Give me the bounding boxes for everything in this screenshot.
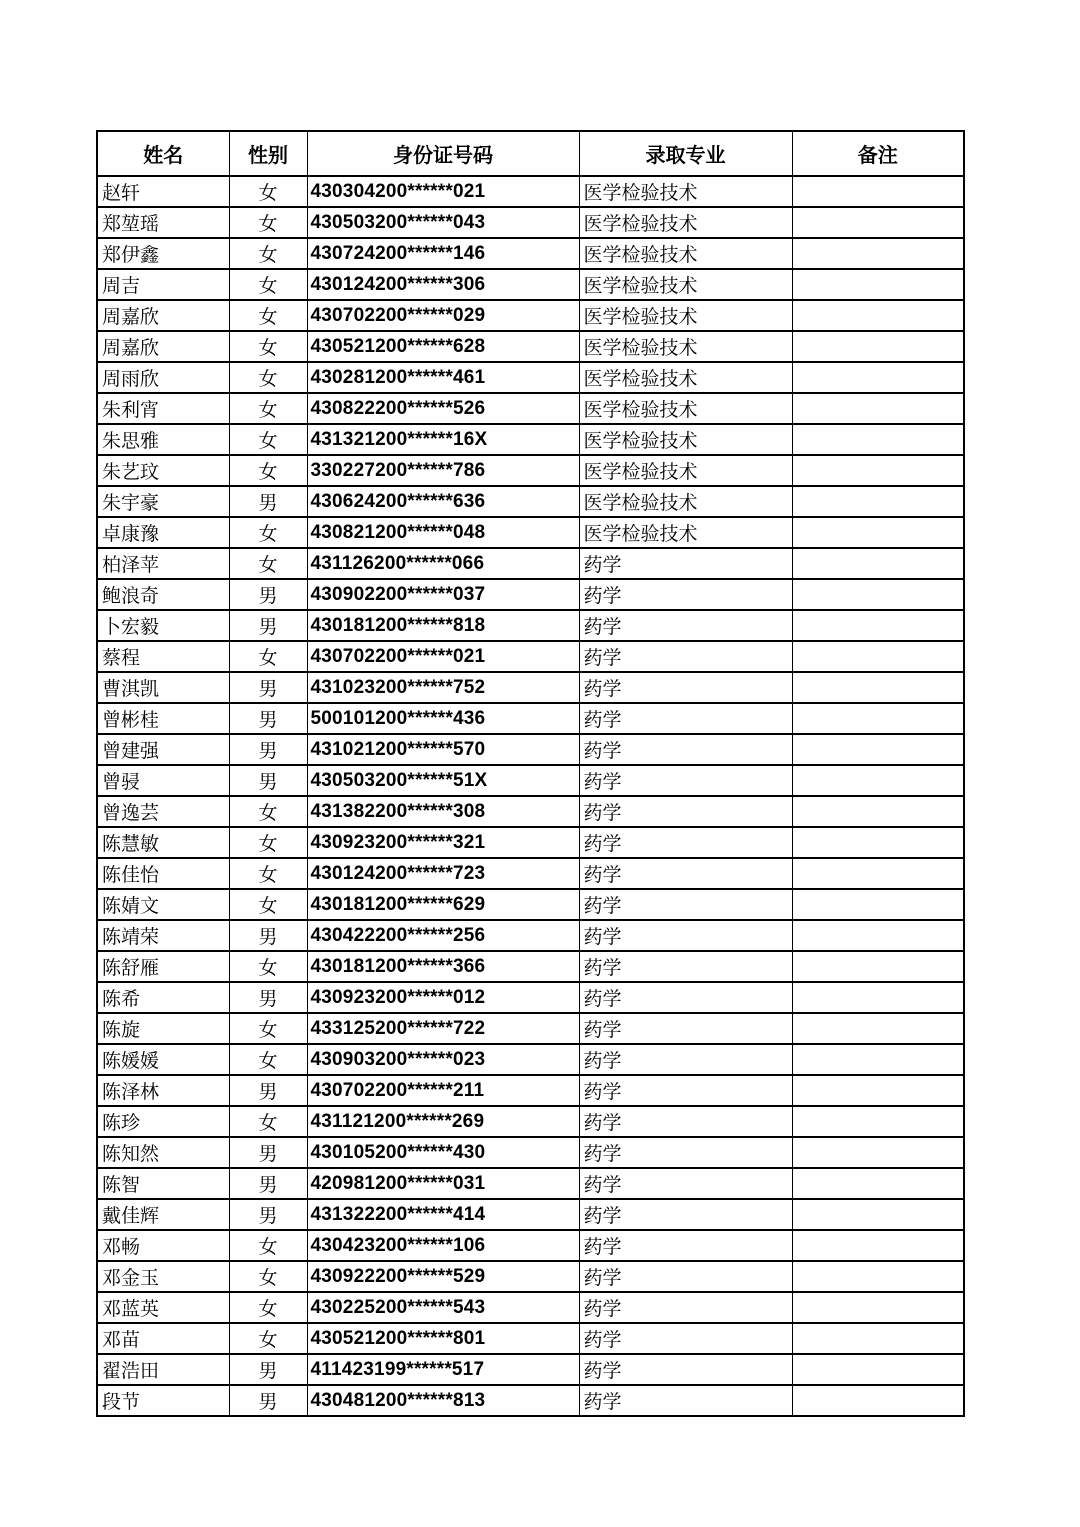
table-row [97,1385,964,1416]
cell-gender: 女 [229,424,307,455]
table-row [97,1261,964,1292]
cell-id: 430304200******021 [307,176,579,207]
table-row [97,858,964,889]
cell-id: 431126200******066 [307,548,579,579]
cell-note [792,238,964,269]
cell-id: 430702200******211 [307,1075,579,1106]
cell-note [792,1292,964,1323]
cell-gender: 女 [229,1230,307,1261]
cell-major: 药学 [579,1354,792,1385]
cell-note [792,1323,964,1354]
cell-gender: 女 [229,331,307,362]
cell-id: 500101200******436 [307,703,579,734]
cell-gender: 男 [229,1199,307,1230]
table-row [97,1230,964,1261]
cell-note [792,393,964,424]
table-row [97,1168,964,1199]
cell-id: 430124200******306 [307,269,579,300]
cell-name: 邓蓝英 [97,1292,229,1323]
cell-id: 430624200******636 [307,486,579,517]
cell-gender: 女 [229,1013,307,1044]
table-row [97,207,964,238]
cell-name: 曹淇凯 [97,672,229,703]
table-row [97,641,964,672]
cell-gender: 女 [229,393,307,424]
cell-gender: 男 [229,486,307,517]
cell-name: 周雨欣 [97,362,229,393]
cell-name: 柏泽苹 [97,548,229,579]
cell-major: 药学 [579,1230,792,1261]
cell-gender: 女 [229,951,307,982]
cell-gender: 女 [229,300,307,331]
cell-id: 430225200******543 [307,1292,579,1323]
cell-note [792,1013,964,1044]
cell-note [792,982,964,1013]
cell-note [792,1261,964,1292]
cell-name: 曾逸芸 [97,796,229,827]
cell-major: 医学检验技术 [579,517,792,548]
cell-gender: 男 [229,1385,307,1416]
table-row [97,238,964,269]
cell-major: 药学 [579,1385,792,1416]
cell-major: 药学 [579,641,792,672]
cell-name: 卓康豫 [97,517,229,548]
cell-gender: 男 [229,734,307,765]
table-row [97,1044,964,1075]
table-row [97,455,964,486]
cell-id: 430181200******629 [307,889,579,920]
table-row [97,672,964,703]
cell-note [792,1044,964,1075]
table-row [97,1137,964,1168]
cell-id: 430521200******801 [307,1323,579,1354]
cell-gender: 女 [229,858,307,889]
cell-gender: 女 [229,827,307,858]
cell-major: 药学 [579,1137,792,1168]
cell-name: 朱思雅 [97,424,229,455]
cell-id: 430903200******023 [307,1044,579,1075]
cell-name: 邓畅 [97,1230,229,1261]
cell-major: 医学检验技术 [579,331,792,362]
cell-note [792,951,964,982]
table-row [97,362,964,393]
cell-major: 医学检验技术 [579,238,792,269]
table-row [97,1013,964,1044]
cell-id: 430181200******818 [307,610,579,641]
table-row [97,424,964,455]
cell-name: 陈媛媛 [97,1044,229,1075]
cell-major: 药学 [579,1075,792,1106]
cell-name: 曾彬桂 [97,703,229,734]
cell-gender: 女 [229,517,307,548]
cell-gender: 男 [229,982,307,1013]
cell-gender: 女 [229,548,307,579]
cell-note [792,517,964,548]
cell-id: 430923200******012 [307,982,579,1013]
cell-gender: 男 [229,610,307,641]
cell-name: 陈婧文 [97,889,229,920]
cell-name: 朱利宵 [97,393,229,424]
cell-major: 药学 [579,734,792,765]
table-row [97,517,964,548]
cell-id: 430422200******256 [307,920,579,951]
cell-gender: 男 [229,579,307,610]
table-row [97,796,964,827]
cell-id: 430503200******51X [307,765,579,796]
cell-id: 430281200******461 [307,362,579,393]
cell-note [792,176,964,207]
cell-gender: 女 [229,889,307,920]
cell-gender: 女 [229,1323,307,1354]
cell-name: 邓苗 [97,1323,229,1354]
cell-id: 430702200******021 [307,641,579,672]
admission-table-container [96,130,963,1417]
table-row [97,734,964,765]
cell-id: 430822200******526 [307,393,579,424]
table-row [97,393,964,424]
cell-id: 411423199******517 [307,1354,579,1385]
cell-major: 医学检验技术 [579,362,792,393]
cell-gender: 男 [229,1354,307,1385]
table-row [97,176,964,207]
table-row [97,1292,964,1323]
cell-note [792,548,964,579]
cell-id: 430702200******029 [307,300,579,331]
cell-major: 药学 [579,1292,792,1323]
table-row [97,889,964,920]
cell-major: 药学 [579,982,792,1013]
cell-note [792,486,964,517]
cell-name: 曾骎 [97,765,229,796]
cell-gender: 女 [229,207,307,238]
cell-gender: 男 [229,765,307,796]
cell-name: 陈佳怡 [97,858,229,889]
cell-name: 卜宏毅 [97,610,229,641]
table-row [97,1354,964,1385]
cell-note [792,734,964,765]
cell-note [792,331,964,362]
cell-major: 医学检验技术 [579,269,792,300]
table-row [97,548,964,579]
cell-name: 陈舒雁 [97,951,229,982]
cell-gender: 男 [229,703,307,734]
cell-note [792,610,964,641]
table-row [97,610,964,641]
cell-name: 周嘉欣 [97,300,229,331]
cell-id: 431322200******414 [307,1199,579,1230]
cell-name: 戴佳辉 [97,1199,229,1230]
cell-id: 430902200******037 [307,579,579,610]
cell-major: 医学检验技术 [579,393,792,424]
cell-major: 药学 [579,579,792,610]
cell-note [792,579,964,610]
cell-id: 430521200******628 [307,331,579,362]
cell-note [792,1137,964,1168]
cell-major: 药学 [579,672,792,703]
cell-note [792,1168,964,1199]
cell-id: 431382200******308 [307,796,579,827]
cell-gender: 女 [229,641,307,672]
cell-gender: 男 [229,1075,307,1106]
cell-name: 陈希 [97,982,229,1013]
cell-major: 药学 [579,1261,792,1292]
cell-name: 鲍浪奇 [97,579,229,610]
cell-note [792,424,964,455]
cell-name: 陈旋 [97,1013,229,1044]
cell-note [792,796,964,827]
table-row [97,920,964,951]
cell-name: 朱艺玟 [97,455,229,486]
cell-gender: 男 [229,920,307,951]
cell-major: 医学检验技术 [579,424,792,455]
cell-name: 陈靖荣 [97,920,229,951]
cell-major: 药学 [579,548,792,579]
header-name: 姓名 [97,131,229,176]
cell-note [792,1075,964,1106]
cell-note [792,300,964,331]
cell-id: 431121200******269 [307,1106,579,1137]
table-row [97,827,964,858]
cell-id: 430181200******366 [307,951,579,982]
cell-major: 医学检验技术 [579,176,792,207]
cell-gender: 男 [229,1137,307,1168]
cell-id: 430821200******048 [307,517,579,548]
cell-major: 药学 [579,1199,792,1230]
cell-name: 陈智 [97,1168,229,1199]
cell-note [792,889,964,920]
cell-note [792,703,964,734]
cell-name: 邓金玉 [97,1261,229,1292]
cell-name: 朱宇豪 [97,486,229,517]
cell-name: 周吉 [97,269,229,300]
table-row [97,765,964,796]
cell-gender: 女 [229,269,307,300]
table-row [97,269,964,300]
cell-note [792,1354,964,1385]
cell-note [792,858,964,889]
table-header [97,131,964,176]
table-row [97,331,964,362]
cell-id: 431321200******16X [307,424,579,455]
table-row [97,703,964,734]
cell-name: 陈慧敏 [97,827,229,858]
cell-major: 医学检验技术 [579,455,792,486]
cell-note [792,362,964,393]
cell-name: 郑伊鑫 [97,238,229,269]
cell-major: 药学 [579,1323,792,1354]
cell-major: 药学 [579,703,792,734]
cell-major: 药学 [579,827,792,858]
cell-major: 药学 [579,796,792,827]
cell-major: 医学检验技术 [579,300,792,331]
cell-name: 蔡程 [97,641,229,672]
header-note: 备注 [792,131,964,176]
cell-note [792,641,964,672]
table-body [97,176,964,1416]
cell-note [792,1385,964,1416]
cell-name: 陈泽林 [97,1075,229,1106]
cell-major: 药学 [579,951,792,982]
cell-major: 药学 [579,765,792,796]
cell-name: 陈珍 [97,1106,229,1137]
cell-gender: 女 [229,455,307,486]
cell-id: 430124200******723 [307,858,579,889]
table-row [97,300,964,331]
cell-gender: 女 [229,796,307,827]
cell-id: 430423200******106 [307,1230,579,1261]
table-row [97,579,964,610]
cell-id: 431023200******752 [307,672,579,703]
table-row [97,486,964,517]
table-row [97,1199,964,1230]
cell-gender: 女 [229,1044,307,1075]
cell-major: 药学 [579,889,792,920]
cell-gender: 男 [229,672,307,703]
header-row [97,131,964,176]
cell-gender: 女 [229,1292,307,1323]
table-row [97,951,964,982]
cell-note [792,672,964,703]
cell-note [792,827,964,858]
cell-gender: 女 [229,1106,307,1137]
admission-roster-table [96,130,965,1417]
cell-major: 医学检验技术 [579,486,792,517]
cell-major: 药学 [579,610,792,641]
cell-id: 430503200******043 [307,207,579,238]
cell-name: 赵轩 [97,176,229,207]
cell-note [792,765,964,796]
cell-id: 420981200******031 [307,1168,579,1199]
header-gender: 性别 [229,131,307,176]
cell-name: 曾建强 [97,734,229,765]
cell-note [792,1106,964,1137]
cell-id: 430922200******529 [307,1261,579,1292]
cell-note [792,1230,964,1261]
cell-major: 药学 [579,1013,792,1044]
cell-gender: 女 [229,238,307,269]
cell-gender: 女 [229,362,307,393]
cell-gender: 女 [229,1261,307,1292]
cell-gender: 女 [229,176,307,207]
cell-name: 郑堃瑶 [97,207,229,238]
cell-major: 药学 [579,858,792,889]
table-row [97,982,964,1013]
cell-id: 330227200******786 [307,455,579,486]
cell-note [792,207,964,238]
header-major: 录取专业 [579,131,792,176]
cell-id: 430724200******146 [307,238,579,269]
table-row [97,1323,964,1354]
cell-id: 433125200******722 [307,1013,579,1044]
cell-note [792,920,964,951]
cell-major: 医学检验技术 [579,207,792,238]
cell-name: 段节 [97,1385,229,1416]
cell-name: 周嘉欣 [97,331,229,362]
table-row [97,1075,964,1106]
cell-note [792,1199,964,1230]
cell-major: 药学 [579,1106,792,1137]
cell-name: 翟浩田 [97,1354,229,1385]
cell-gender: 男 [229,1168,307,1199]
cell-note [792,269,964,300]
cell-id: 430105200******430 [307,1137,579,1168]
cell-id: 430481200******813 [307,1385,579,1416]
header-id: 身份证号码 [307,131,579,176]
cell-note [792,455,964,486]
cell-name: 陈知然 [97,1137,229,1168]
cell-id: 430923200******321 [307,827,579,858]
table-row [97,1106,964,1137]
cell-id: 431021200******570 [307,734,579,765]
cell-major: 药学 [579,1168,792,1199]
cell-major: 药学 [579,920,792,951]
cell-major: 药学 [579,1044,792,1075]
